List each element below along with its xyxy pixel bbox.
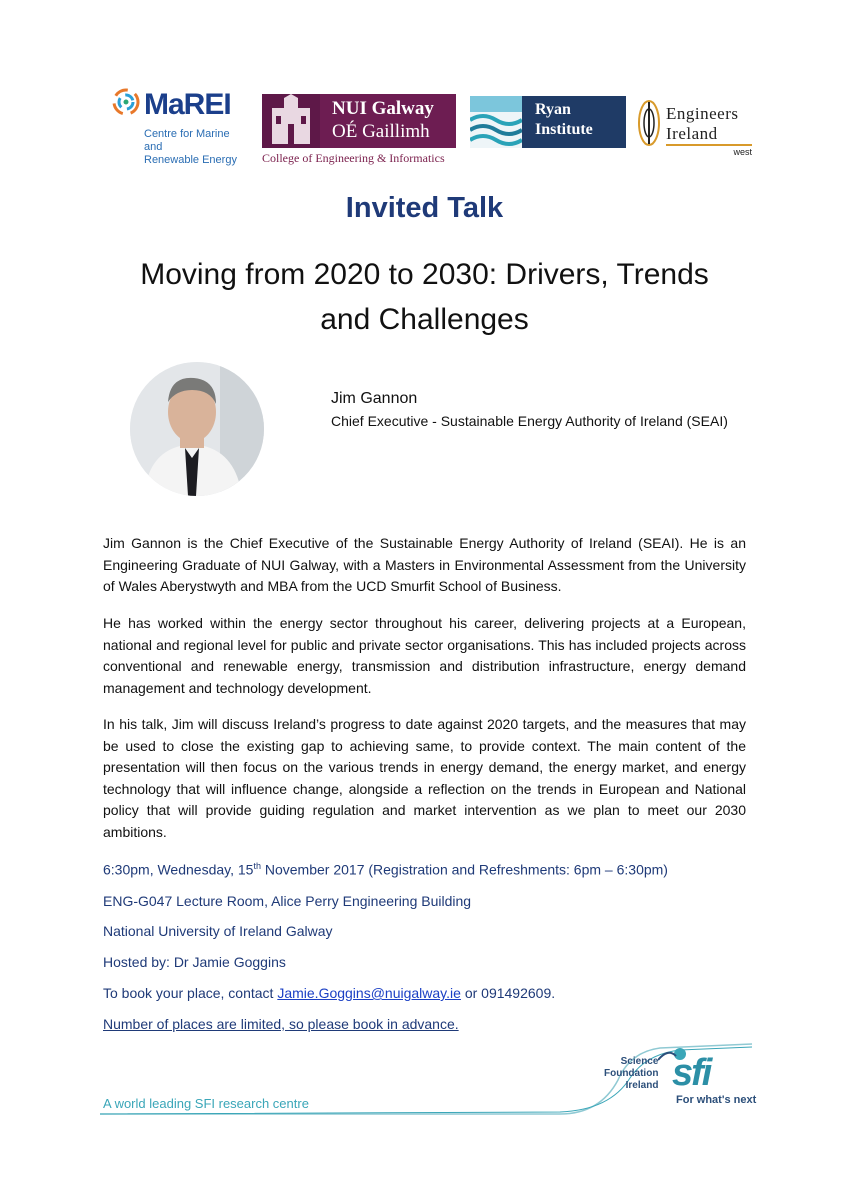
- speaker-role: Chief Executive - Sustainable Energy Authority of Ireland (SEAI): [331, 413, 728, 429]
- booking-notice: Number of places are limited, so please book in advance.: [103, 1016, 459, 1032]
- event-datetime: [103, 861, 668, 878]
- speaker-portrait-illustration: [130, 362, 264, 496]
- sfi-slogan: For what's next: [676, 1094, 757, 1106]
- ryan-name: Ryan: [535, 101, 571, 118]
- sfi-name-line3: Ireland: [625, 1080, 659, 1091]
- engineers-ireland-rule: [666, 144, 752, 146]
- event-day-suffix: th: [253, 861, 261, 871]
- sfi-name-line2: Foundation: [604, 1068, 659, 1079]
- booking-prefix: To book your place, contact: [103, 985, 278, 1001]
- nuig-college: College of Engineering & Informatics: [262, 151, 445, 165]
- engineers-ireland-logo: [636, 96, 754, 160]
- nuig-name: NUI Galway: [332, 98, 434, 119]
- speaker-name: Jim Gannon: [331, 390, 418, 407]
- ryan-institute-word: Institute: [535, 121, 593, 138]
- talk-title: [100, 252, 749, 342]
- marei-wordmark: MaREI: [144, 88, 231, 121]
- speaker-photo: [130, 362, 264, 496]
- sfi-name: [604, 1056, 658, 1092]
- booking-info: [103, 985, 555, 1001]
- talk-title-line2: and Challenges: [320, 303, 529, 336]
- booking-suffix: or 091492609.: [460, 985, 556, 1001]
- nuig-tower-icon: [262, 94, 320, 148]
- bio-paragraph-1: Jim Gannon is the Chief Executive of the Sustainable Energy Authority of Ireland (SEAI). He is an Engineering Graduate of NUI Galway, with a Masters in Environmental Assessment from the University of Wales Aberystwyth and MBA from the UCD Smurfit School of Business.: [103, 535, 746, 594]
- marei-logo: [110, 80, 250, 165]
- sfi-logo-mark: sfi: [672, 1052, 711, 1094]
- ryan-institute-logo: [470, 96, 626, 148]
- event-venue: ENG-G047 Lecture Room, Alice Perry Engineering Building: [103, 893, 472, 909]
- talk-label: Invited Talk: [345, 192, 504, 224]
- footer-swoosh: [0, 1040, 849, 1130]
- event-date-start: 6:30pm, Wednesday, 15: [103, 861, 254, 878]
- sfi-name-line1: Science: [620, 1056, 659, 1067]
- marei-swirl-icon: [110, 84, 144, 124]
- footer-tagline: A world leading SFI research centre: [103, 1096, 309, 1111]
- ryan-wave-icon: [470, 96, 522, 148]
- engineers-ireland-emblem-icon: [636, 98, 662, 148]
- marei-subtitle-line2: Renewable Energy: [144, 154, 237, 166]
- event-host: Hosted by: Dr Jamie Goggins: [103, 954, 286, 970]
- marei-subtitle: [144, 128, 250, 167]
- event-institution: National University of Ireland Galway: [103, 923, 333, 939]
- talk-title-line1: Moving from 2020 to 2030: Drivers, Trends: [140, 258, 709, 291]
- nuig-crest: [262, 94, 320, 148]
- booking-email-link[interactable]: Jamie.Goggins@nuigalway.ie: [277, 985, 461, 1001]
- engineers-ireland-region: west: [733, 147, 752, 157]
- bio-paragraph-2: He has worked within the energy sector throughout his career, delivering projects at a European, national and regional level for public and private sector organisations. This has included projects across conventional and renewable energy, transmission and distribution infrastructure, energy demand management and technology development.: [103, 615, 746, 696]
- event-date-rest: November 2017 (Registration and Refreshments: 6pm – 6:30pm): [260, 861, 668, 878]
- nuig-irish-name: OÉ Gaillimh: [332, 121, 430, 142]
- talk-abstract: In his talk, Jim will discuss Ireland’s progress to date against 2020 targets, and the measures that may be used to close the existing gap to achieving same, to provide context. The main content of the presentation will then focus on the various trends in energy demand, the energy market, and energy technology that will influence change, alongside a reflection on the trends in European and National policy that will provide guiding regulation and market intervention as we plan to meet our 2030 ambitions.: [103, 716, 746, 840]
- ireland-word: Ireland: [666, 124, 718, 143]
- nuig-logo: [262, 94, 462, 166]
- engineers-word: Engineers: [666, 104, 739, 123]
- ryan-wave-panel: [470, 96, 522, 148]
- marei-subtitle-line1: Centre for Marine and: [144, 128, 230, 153]
